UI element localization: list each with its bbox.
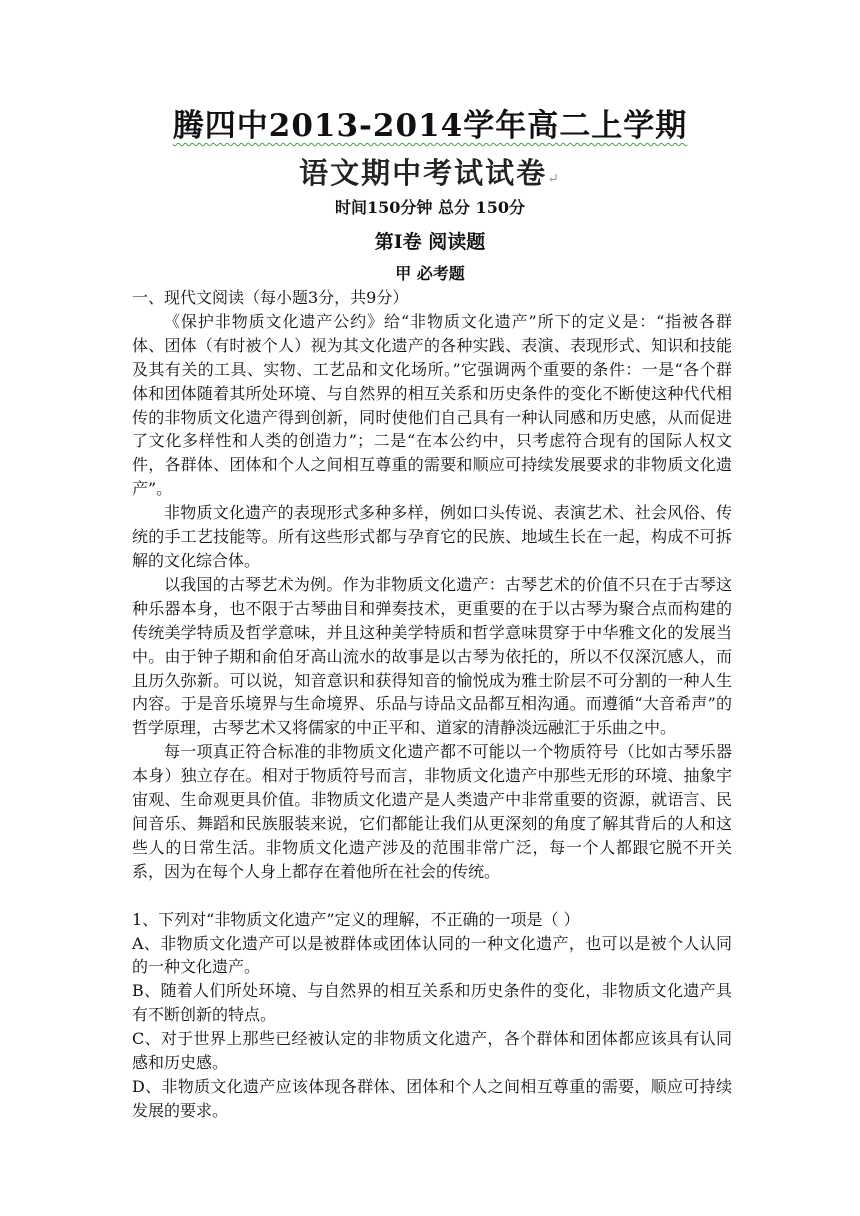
- passage-paragraph: 《保护非物质文化遗产公约》给“非物质文化遗产”所下的定义是：“指被各群体、团体（有时被个人）视为其文化遗产的各种实践、表演、表现形式、知识和技能及其有关的工具、实物、工艺品和文化场所。”它强调两个重要的条件：一是“各个群体和团体随着其所处环境、与自然界的相互关系和历史条件的变化不断使这种代代相传的非物质文化遗产得到创新，同时使他们自己具有一种认同感和历史感，从而促进了文化多样性和人类的创造力”；二是“在本公约中，只考虑符合现有的国际人权文件，各群体、团体和个人之间相互尊重的需要和顺应可持续发展要求的非物质文化遗产”。: [132, 311, 732, 499]
- exam-title-text: 腾四中2013-2014学年高二上学期: [172, 108, 688, 144]
- spacer: [132, 884, 732, 908]
- question-option-a: A、非物质文化遗产可以是被群体或团体认同的一种文化遗产，也可以是被个人认同的一种文化遗产。: [132, 933, 732, 977]
- paragraph-return-mark: ↵: [547, 171, 561, 187]
- exam-subtitle: [0, 152, 860, 200]
- question-group-heading: 一、现代文阅读（每小题3分，共9分）: [132, 288, 409, 307]
- exam-title: [0, 104, 860, 148]
- passage-paragraph: 以我国的古琴艺术为例。作为非物质文化遗产：古琴艺术的价值不只在于古琴这种乐器本身，也不限于古琴曲目和弹奏技术，更重要的在于以古琴为聚合点而构建的传统美学特质及哲学意味，并且这种美学特质和哲学意味贯穿于中华雅文化的发展当中。由于钟子期和俞伯牙高山流水的故事是以古琴为依托的，所以不仅深沉感人，而且历久弥新。可以说，知音意识和获得知音的愉悦成为雅士阶层不可分割的一种人生内容。于是音乐境界与生命境界、乐品与诗品文品都互相沟通。而遵循“大音希声”的哲学原理，古琴艺术又将儒家的中正平和、道家的清静淡远融汇于乐曲之中。: [132, 574, 732, 738]
- passage-paragraph: 每一项真正符合标准的非物质文化遗产都不可能以一个物质符号（比如古琴乐器本身）独立存在。相对于物质符号而言，非物质文化遗产中那些无形的环境、抽象宇宙观、生命观更具价值。非物质文化遗产是人类遗产中非常重要的资源，就语言、民间音乐、舞蹈和民族服装来说，它们都能让我们从更深刻的角度了解其背后的人和这些人的日常生活。非物质文化遗产涉及的范围非常广泛，每一个人都跟它脱不开关系，因为在每个人身上都存在着他所在社会的传统。: [132, 742, 732, 881]
- exam-body: [132, 286, 732, 1123]
- passage-paragraph: 非物质文化遗产的表现形式多种多样，例如口头传说、表演艺术、社会风俗、传统的手工艺技能等。所有这些形式都与孕育它的民族、地域生长在一起，构成不可拆解的文化综合体。: [132, 503, 732, 570]
- question-stem: 1、下列对“非物质文化遗产”定义的理解，不正确的一项是（ ）: [132, 909, 580, 929]
- question-option-d: D、非物质文化遗产应该体现各群体、团体和个人之间相互尊重的需要，顺应可持续发展的要求。: [132, 1077, 732, 1120]
- exam-subtitle-text: 语文期中考试试卷: [299, 156, 548, 190]
- subpart-title: 甲 必考题: [395, 264, 465, 283]
- part-title: 第Ⅰ卷 阅读题: [374, 231, 486, 253]
- question-option-b: B、随着人们所处环境、与自然界的相互关系和历史条件的变化，非物质文化遗产具有不断创新的特点。: [132, 981, 732, 1025]
- exam-time-total: 时间150分钟 总分 150分: [335, 198, 525, 217]
- question-option-c: C、对于世界上那些已经被认定的非物质文化遗产，各个群体和团体都应该具有认同感和历史感。: [132, 1029, 732, 1073]
